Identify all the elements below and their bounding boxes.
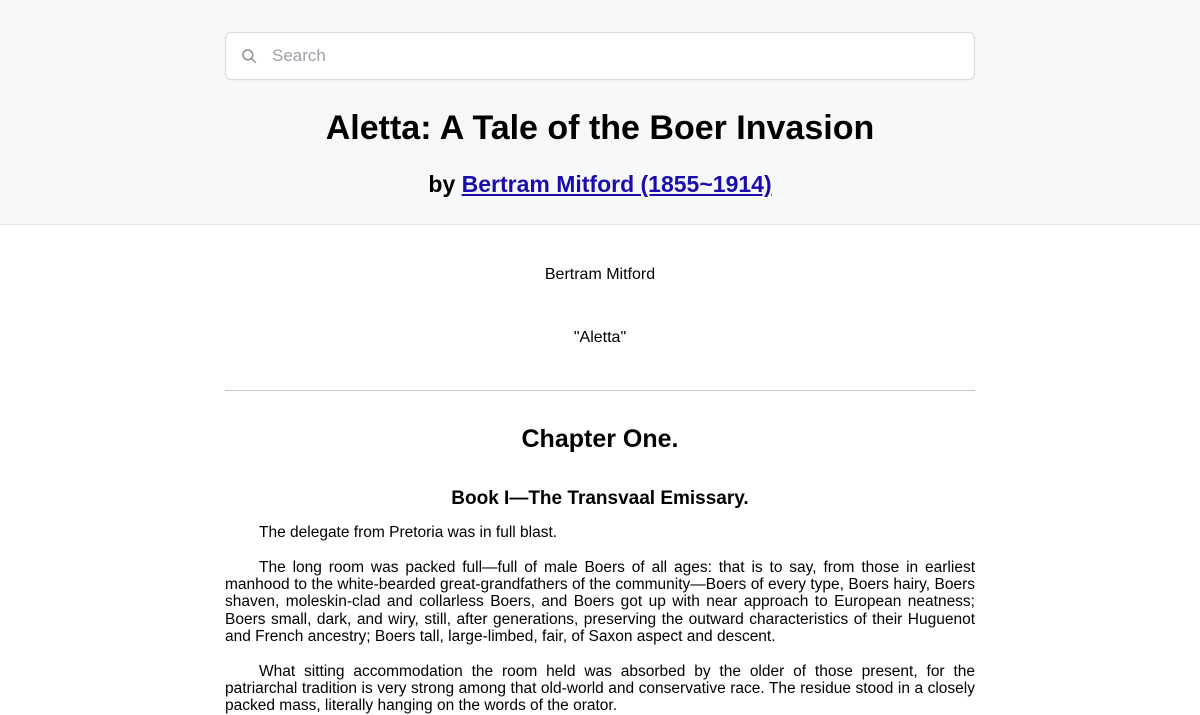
search-icon: [240, 47, 258, 65]
body-paragraph: What sitting accommodation the room held was absorbed by the older of those present, for the patriarchal tradition is very strong among that old-world and conservative race. The residue stood in a closely packed mass, literally hanging on the words of the orator.: [225, 662, 975, 715]
body-paragraph: The delegate from Pretoria was in full blast.: [259, 524, 558, 542]
page-header: [0, 0, 1200, 225]
byline: [0, 171, 1200, 198]
author-link[interactable]: Bertram Mitford (1855~1914): [461, 170, 772, 197]
section-divider: [225, 390, 975, 391]
search-input[interactable]: [270, 45, 960, 67]
body-paragraph: The long room was packed full—full of male Boers of all ages: that is to say, from those in earliest manhood to the white-bearded great-grandfathers of the community—Boers of every type, Boers hairy, Boers shaven, moleskin-clad and collarless Boers, and Boers got up with near approach to European neatness; Boers small, dark, and wiry, still, after generations, preserving the outward characteristics of their Huguenot and French ancestry; Boers tall, large-limbed, fair, of Saxon aspect and descent.: [225, 558, 975, 646]
front-matter-author: Bertram Mitford: [544, 265, 656, 283]
page-title: Aletta: A Tale of the Boer Invasion: [325, 109, 875, 147]
chapter-heading: Chapter One.: [521, 425, 679, 454]
search-container: [225, 32, 975, 80]
section-heading: Book I—The Transvaal Emissary.: [451, 488, 749, 510]
search-box[interactable]: [225, 32, 975, 80]
document-content: [225, 225, 975, 715]
front-matter-title: "Aletta": [573, 328, 627, 346]
byline-prefix: by: [428, 170, 462, 197]
